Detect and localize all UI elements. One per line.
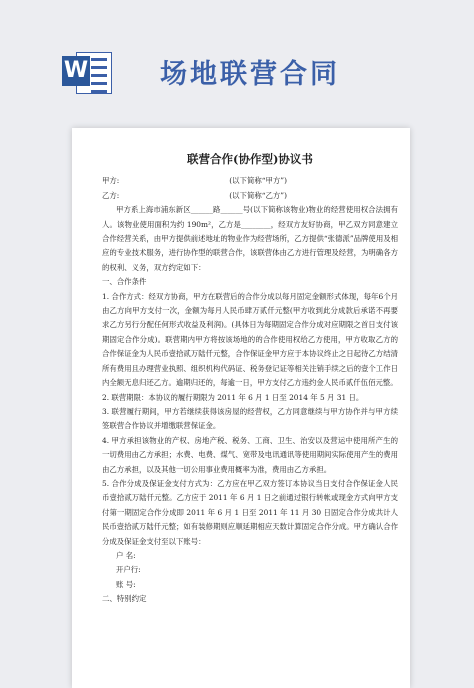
- intro-paragraph: 甲方系上海市浦东新区______路______号(以下简称该物业)物业的经营使用权合法拥有人。该物业使用面积为约 190m²，乙方是________，经双方友好协商，甲乙双方同意建立合作经营关系，由甲方提供前述地址的物业作为经营场所，乙方提供“张德派”品牌使用及相应的专业技术服务，进行协作型的联营合作，该联营体由乙方进行管理及经营，为明确各方的权利、义务，双方约定如下：: [102, 205, 398, 272]
- section-heading-1: 一、合作条件: [102, 277, 147, 287]
- clause-3: 3. 联营履行期间，甲方若继续获得该房屋的经营权，乙方同意继续与甲方协作并与甲方续签联营合作协议并增缴联营保证金。: [102, 406, 398, 431]
- party-b-label: 乙方:: [102, 190, 120, 200]
- document-page: [72, 128, 410, 688]
- document-title: 联营合作(协作型)协议书: [187, 152, 313, 166]
- clause-1: 1. 合作方式：经双方协商，甲方在联营后的合作分成以每月固定金额形式体现，每年6个月由乙方向甲方支付一次，金额为每月人民币肆万贰仟元整(甲方收到此分成款后承诺不再要求乙方另行分配任何形式收益及利润)。(具体日为每期固定合作分成对应期限之首日支付该期固定合作分成)。联营期内甲方将按该场地的的合作使用权给乙方使用，甲方收取乙方的合作保证金为人民币壹拾贰万陆仟元整，合作保证金甲方应于本协议终止之日起待乙方结清所有费用且办理营业执照、组织机构代码证、税务登记证等相关注销手续之后的壹个工作日内全额无息归还乙方。逾期归还的，每逾一日，甲方支付乙方违约金人民币贰仟伍佰元整。: [102, 291, 398, 388]
- bank-name: 开户行:: [116, 565, 141, 575]
- word-logo-letter: W: [62, 56, 90, 86]
- clause-4: 4. 甲方承担该物业的产权、房地产税、税务、工商、卫生、治安以及营运中使用所产生的一切费用由乙方承担；水费、电费、煤气、宽带及电讯通讯等使用期间实际使用产生的费用由乙方承担，以及其他一切公用事业费用概率为准，费用由乙方承担。: [102, 435, 398, 474]
- clause-5: 5. 合作分成及保证金支付方式为：乙方应在甲乙双方签订本协议当日支付合作保证金人民币壹拾贰万陆仟元整。乙方应于 2011 年 6 月 1 日之前通过银行转帐或现金方式向甲方支付第一期固定合作分成即 2011 年 6 月 1 日至 2011 年 11 月 30 日固定合作分成共计人民币壹拾贰万陆仟元整；如有装修期则应顺延期相应天数计算固定合作分成。甲方确认合作分成及保证金支付至以下账号：: [102, 478, 398, 546]
- document-body: [102, 152, 398, 607]
- party-b-suffix: (以下简称“乙方”): [229, 190, 287, 200]
- banner-title: 场地联营合同: [160, 59, 340, 90]
- account-holder: 户 名:: [116, 550, 136, 560]
- account-number: 账 号:: [116, 579, 136, 589]
- clause-2: 2. 联营期限：本协议的履行期限为 2011 年 6 月 1 日至 2014 年 5 月 31 日。: [102, 392, 364, 402]
- party-a-line: [102, 174, 398, 188]
- party-b-line: [102, 189, 398, 203]
- word-document-icon: [62, 50, 114, 96]
- party-a-suffix: (以下简称“甲方”): [229, 176, 287, 186]
- banner: [0, 0, 474, 110]
- party-a-label: 甲方:: [102, 176, 120, 186]
- section-heading-2: 二、特别约定: [102, 594, 147, 604]
